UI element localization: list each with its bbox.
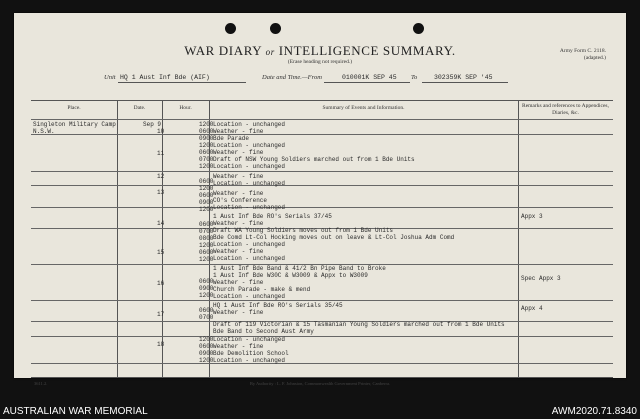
unit-label: Unit — [104, 74, 116, 81]
date-cell: 17 — [157, 311, 165, 318]
hour-cell: 0800 — [199, 235, 214, 242]
to-value: 302359K SEP '45 — [434, 74, 493, 81]
hour-cell: 1200 — [199, 121, 214, 128]
date-cell: Sep 9 — [143, 121, 162, 128]
unit-value: HQ 1 Aust Inf Bde (AIF) — [120, 74, 210, 81]
form-ref-note: (adapted.) — [583, 55, 606, 61]
event-entry: Weather - fine — [213, 149, 264, 156]
event-entry: Location - unchanged — [213, 121, 286, 128]
to-label: To — [411, 74, 418, 81]
event-entry: Location - unchanged — [213, 163, 286, 170]
hour-cell: 1200 — [199, 256, 214, 263]
hour-cell: 0900 — [199, 199, 214, 206]
date-cell: 15 — [157, 249, 165, 256]
hour-cell: 0600 — [199, 278, 214, 285]
remark-entry: Spec Appx 3 — [521, 275, 561, 282]
event-entry: 1 Aust Inf Bde Band & 41/2 Bn Pipe Band to Broke — [213, 265, 386, 272]
hour-cell: 1200 — [199, 185, 214, 192]
unit-underline — [118, 82, 246, 83]
date-cell: 13 — [157, 189, 165, 196]
event-entry: Weather - fine — [213, 343, 264, 350]
remark-entry: Appx 4 — [521, 305, 543, 312]
hour-cell: 1200 — [199, 336, 214, 343]
hour-cell: 0600 — [199, 128, 214, 135]
event-entry: Weather - fine — [213, 309, 264, 316]
hour-cell: 1200 — [199, 357, 214, 364]
event-entry: HQ 1 Aust Inf Bde RO's Serials 35/45 — [213, 302, 343, 309]
event-entry: Location - unchanged — [213, 336, 286, 343]
institution-name: AUSTRALIAN WAR MEMORIAL — [3, 406, 148, 417]
hour-cell: 1200 — [199, 242, 214, 249]
punch-hole — [270, 23, 281, 34]
event-entry: 1 Aust Inf Bde RO's Serials 37/45 — [213, 213, 332, 220]
header-place: Place. — [67, 105, 81, 111]
to-underline — [422, 82, 508, 83]
event-entry: Weather - fine — [213, 220, 264, 227]
date-cell: 18 — [157, 341, 165, 348]
date-cell: 12 — [157, 173, 165, 180]
date-cell: 16 — [157, 280, 165, 287]
hour-cell: 1200 — [199, 206, 214, 213]
date-cell: 11 — [157, 150, 165, 157]
punch-hole — [413, 23, 424, 34]
place-cell: Singleton Military Camp N.S.W. — [33, 121, 116, 135]
date-cell: 10 — [157, 128, 165, 135]
day-divider — [31, 207, 613, 208]
hour-cell: 0900 — [199, 135, 214, 142]
date-cell: 14 — [157, 220, 165, 227]
hour-cell: 0600 — [199, 178, 214, 185]
event-entry: Bde Demolition School — [213, 350, 289, 357]
print-code: 3611.2. — [34, 381, 48, 386]
day-divider — [31, 300, 613, 301]
form-reference — [560, 48, 606, 62]
hour-cell: 0600 — [199, 307, 214, 314]
from-value: 010001K SEP 45 — [342, 74, 397, 81]
diary-sheet — [14, 13, 626, 386]
event-entry: Weather - fine — [213, 173, 264, 180]
header-date: Date. — [133, 105, 146, 111]
printer-imprint: By Authority : L. F. Johnston, Commonwealth Government Printer, Canberra. — [249, 381, 391, 386]
day-divider — [31, 185, 613, 186]
hour-cell: 1200 — [199, 163, 214, 170]
from-underline — [324, 82, 410, 83]
hour-cell: 0900 — [199, 350, 214, 357]
date-label: Date and Time.—From — [262, 74, 322, 81]
day-divider — [31, 134, 613, 135]
hour-cell: 0600 — [199, 192, 214, 199]
remark-entry: Appx 3 — [521, 213, 543, 220]
title-intelligence-summary: INTELLIGENCE SUMMARY. — [278, 43, 456, 58]
event-entry: CO's Conference — [213, 197, 268, 204]
event-entry: Location - unchanged — [213, 241, 286, 248]
hour-cell: 0600 — [199, 221, 214, 228]
day-divider — [31, 336, 613, 337]
event-entry: Draft of NSW Young Soldiers marched out from 1 Bde Units — [213, 156, 415, 163]
day-divider — [31, 363, 613, 364]
accession-number: AWM2020.71.8340 — [551, 406, 637, 417]
title-or: or — [265, 47, 275, 57]
event-entry: Draft of 119 Victorian & 15 Tasmanian Young Soldiers marched out from 1 Bde Units — [213, 321, 505, 328]
event-entry: Location - unchanged — [213, 255, 286, 262]
event-entry: Bde Parade — [213, 135, 250, 142]
form-title — [14, 43, 626, 59]
event-entry: Weather - fine — [213, 279, 264, 286]
event-entry: Draft WA Young Soldiers moves out from 1 Bde Units — [213, 227, 394, 234]
hour-cell: 0600 — [199, 149, 214, 156]
event-entry: 1 Aust Inf Bde W30C & W3009 & Appx to W3009 — [213, 272, 368, 279]
hour-cell: 0700 — [199, 156, 214, 163]
header-remarks: Remarks and references to Appendices, Diaries, &c. — [522, 103, 609, 116]
title-war-diary: WAR DIARY — [184, 43, 262, 58]
event-entry: Location - unchanged — [213, 180, 286, 187]
hour-cell: 0900 — [199, 285, 214, 292]
hour-cell: 1200 — [199, 292, 214, 299]
event-entry: Location - unchanged — [213, 357, 286, 364]
event-entry: Location - unchanged — [213, 204, 286, 211]
event-entry: Location - unchanged — [213, 293, 286, 300]
event-entry: Location - unchanged — [213, 142, 286, 149]
event-entry: Weather - fine — [213, 190, 264, 197]
header-divider — [31, 119, 613, 120]
day-divider — [31, 171, 613, 172]
header-summary: Summary of Events and Information. — [322, 105, 405, 111]
hour-cell: 1200 — [199, 142, 214, 149]
form-ref-number: Army Form C. 2118. — [559, 48, 606, 54]
event-entry: Weather - fine — [213, 128, 264, 135]
hour-cell: 0700 — [199, 228, 214, 235]
unit-date-line — [104, 74, 524, 84]
event-entry: Bde Band to Second Aust Army — [213, 328, 314, 335]
punch-hole — [225, 23, 236, 34]
hour-cell: 0600 — [199, 343, 214, 350]
hour-cell: 0600 — [199, 249, 214, 256]
diary-table — [31, 100, 613, 378]
event-entry: Weather - fine — [213, 248, 264, 255]
archive-caption-bar — [0, 404, 640, 419]
form-subtitle: (Erase heading not required.) — [287, 59, 353, 65]
header-hour: Hour. — [179, 105, 192, 111]
event-entry: Bde Comd Lt-Col Hocking moves out on leave & Lt-Col Joshua Adm Comd — [213, 234, 455, 241]
hour-cell: 0700 — [199, 314, 214, 321]
event-entry: Church Parade - make & mend — [213, 286, 311, 293]
